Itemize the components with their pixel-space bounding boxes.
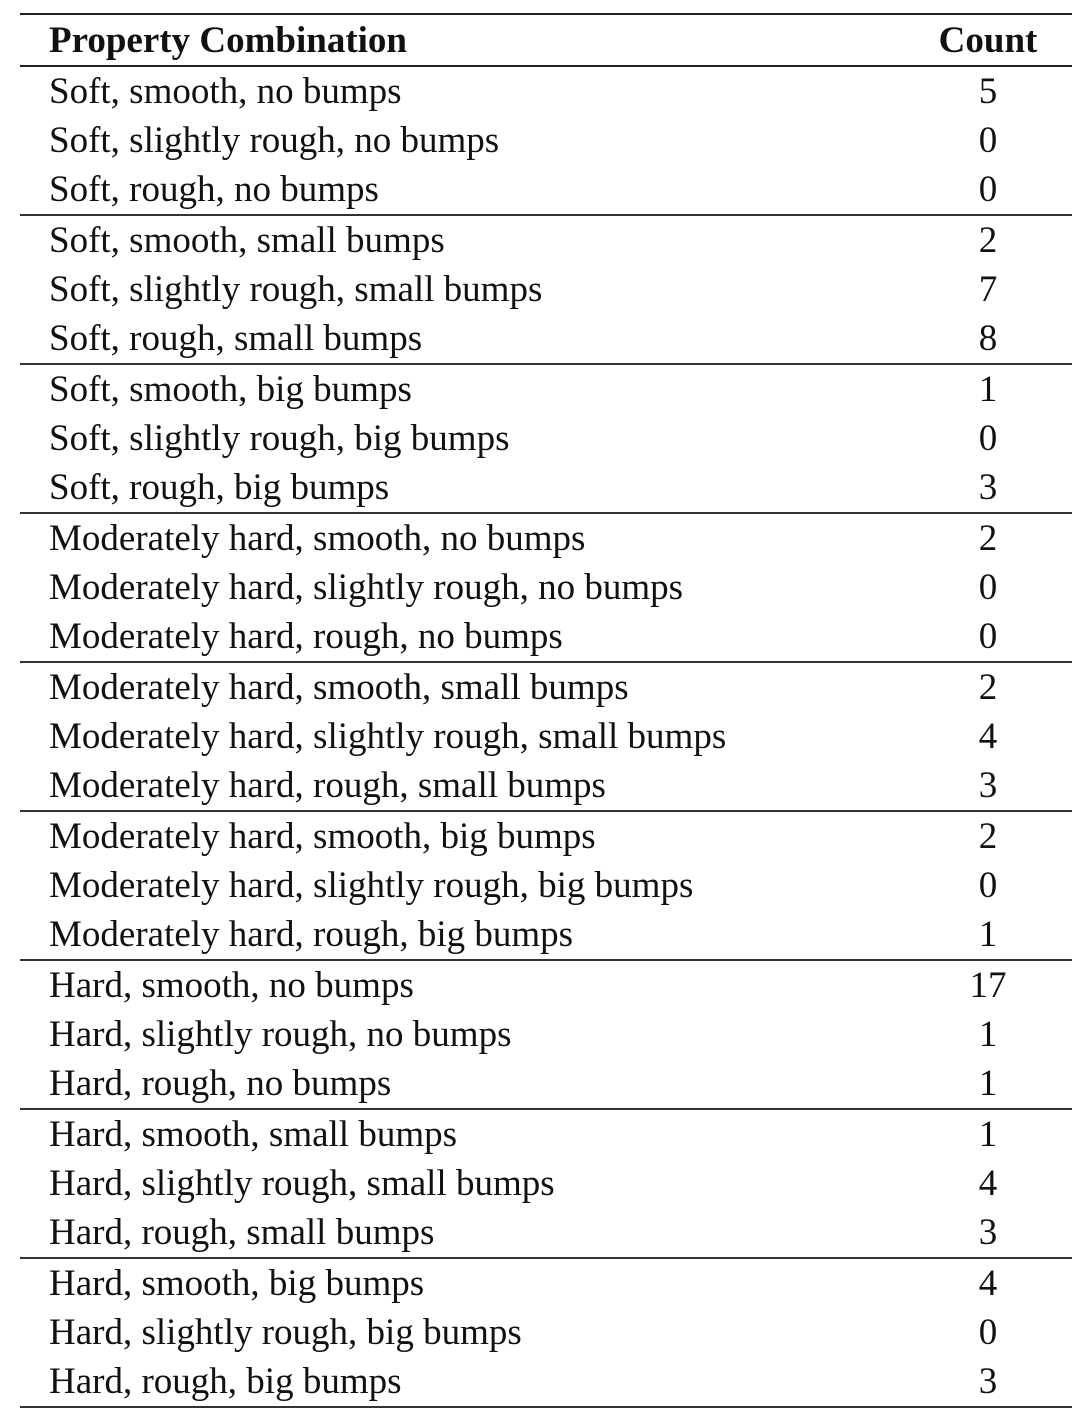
row-count: 4 [978,1163,998,1204]
row-count: 5 [978,71,998,112]
row-count: 0 [978,616,998,657]
table-row [20,563,1072,612]
row-count: 1 [978,1114,998,1155]
table-row [20,514,1072,563]
table-row [20,1208,1072,1257]
row-property-combination: Hard, slightly rough, no bumps [49,1014,512,1055]
row-property-combination: Hard, rough, small bumps [49,1212,435,1253]
row-count: 3 [978,1212,998,1253]
table-row [20,414,1072,463]
row-property-combination: Moderately hard, rough, no bumps [49,616,563,657]
row-property-combination: Moderately hard, rough, big bumps [49,914,574,955]
header-property-combination: Property Combination [49,19,408,61]
row-property-combination: Moderately hard, slightly rough, no bumps [49,567,684,608]
row-property-combination: Hard, smooth, no bumps [49,965,414,1006]
table-row [20,663,1072,712]
row-property-combination: Hard, slightly rough, big bumps [49,1312,522,1353]
row-count: 0 [978,120,998,161]
row-property-combination: Soft, rough, big bumps [49,467,390,508]
table-row [20,961,1072,1010]
row-property-combination: Soft, slightly rough, big bumps [49,418,510,459]
row-count: 0 [978,169,998,210]
table-row [20,861,1072,910]
table-row [20,165,1072,214]
row-count: 8 [978,318,998,359]
row-count: 0 [978,1312,998,1353]
table-row [20,1010,1072,1059]
table-row [20,612,1072,661]
row-count: 1 [978,369,998,410]
table-row [20,910,1072,959]
row-property-combination: Soft, smooth, big bumps [49,369,412,410]
row-property-combination: Moderately hard, smooth, big bumps [49,816,596,857]
row-property-combination: Moderately hard, rough, small bumps [49,765,606,806]
row-count: 3 [978,765,998,806]
table-row [20,265,1072,314]
row-count: 7 [978,269,998,310]
table-row [20,314,1072,363]
row-property-combination: Moderately hard, slightly rough, small bumps [49,716,727,757]
row-count: 3 [978,467,998,508]
row-property-combination: Moderately hard, smooth, small bumps [49,667,629,708]
table-row [20,1259,1072,1308]
row-property-combination: Hard, rough, big bumps [49,1361,402,1402]
row-property-combination: Hard, smooth, big bumps [49,1263,425,1304]
row-property-combination: Soft, slightly rough, no bumps [49,120,500,161]
row-count: 2 [978,667,998,708]
property-combination-table [20,13,1072,1408]
table-row [20,216,1072,265]
row-count: 1 [978,1063,998,1104]
table-row [20,67,1072,116]
row-count: 0 [978,418,998,459]
table-row [20,712,1072,761]
table-body [20,67,1072,1408]
row-property-combination: Soft, smooth, small bumps [49,220,445,261]
row-count: 4 [978,1263,998,1304]
row-property-combination: Soft, slightly rough, small bumps [49,269,543,310]
row-count: 1 [978,1014,998,1055]
row-count: 2 [978,518,998,559]
table-row [20,1110,1072,1159]
row-count: 0 [978,865,998,906]
row-count: 0 [978,567,998,608]
table-row [20,116,1072,165]
table-row [20,761,1072,810]
table-row [20,1308,1072,1357]
table-row [20,1357,1072,1406]
row-property-combination: Hard, rough, no bumps [49,1063,392,1104]
table-header-row [20,15,1072,65]
row-property-combination: Moderately hard, smooth, no bumps [49,518,586,559]
row-property-combination: Moderately hard, slightly rough, big bumps [49,865,694,906]
row-count: 3 [978,1361,998,1402]
row-count: 2 [978,816,998,857]
table-row [20,812,1072,861]
row-property-combination: Hard, smooth, small bumps [49,1114,458,1155]
table-row [20,463,1072,512]
row-property-combination: Soft, smooth, no bumps [49,71,402,112]
row-count: 4 [978,716,998,757]
table-row [20,365,1072,414]
table-row [20,1059,1072,1108]
row-count: 1 [978,914,998,955]
row-count: 2 [978,220,998,261]
row-property-combination: Soft, rough, no bumps [49,169,379,210]
row-property-combination: Hard, slightly rough, small bumps [49,1163,555,1204]
row-count: 17 [969,965,1007,1006]
header-count: Count [938,19,1038,61]
row-property-combination: Soft, rough, small bumps [49,318,423,359]
table-row [20,1159,1072,1208]
